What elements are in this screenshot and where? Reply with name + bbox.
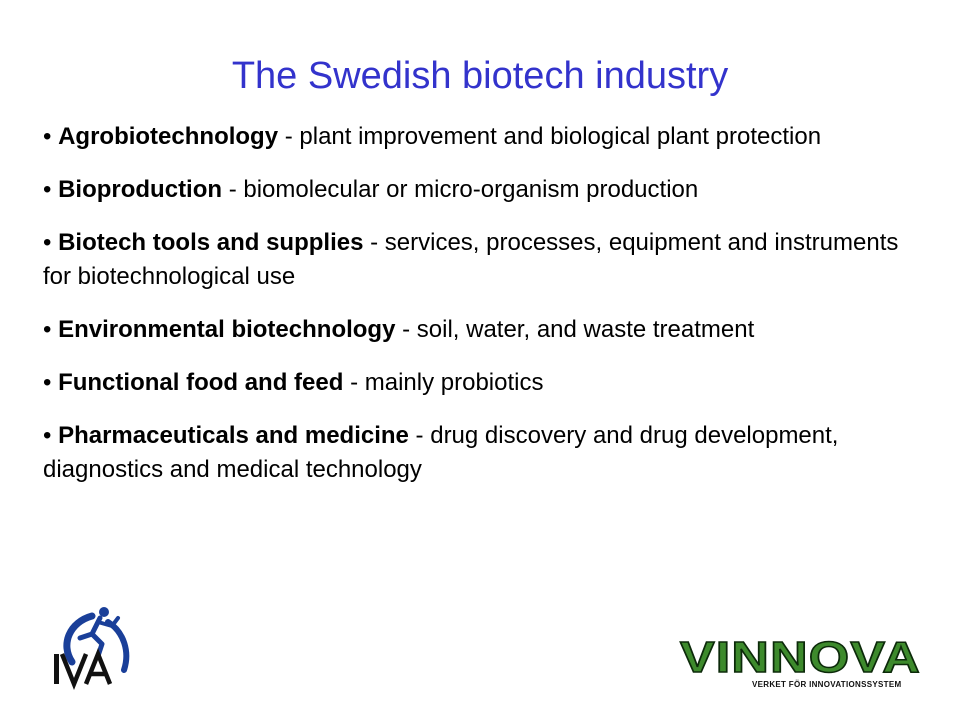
bullet-marker: • xyxy=(43,369,52,396)
bullet-marker: • xyxy=(43,316,52,343)
vinnova-logo xyxy=(680,633,942,692)
bullet-list xyxy=(43,120,923,506)
bullet-item xyxy=(43,173,923,207)
bullet-description: - soil, water, and waste treatment xyxy=(395,316,755,343)
bullet-term: Agrobiotechnology xyxy=(58,123,279,150)
bullet-description: - services, processes, equipment and instruments for biotechnological use xyxy=(43,229,899,290)
bullet-term: Environmental biotechnology xyxy=(58,316,396,343)
bullet-marker: • xyxy=(43,123,52,150)
bullet-term: Biotech tools and supplies xyxy=(58,229,364,256)
bullet-term: Pharmaceuticals and medicine xyxy=(58,422,409,449)
iva-logo-icon xyxy=(50,604,140,692)
bullet-item xyxy=(43,419,923,487)
bullet-marker: • xyxy=(43,176,52,203)
bullet-description: - biomolecular or micro-organism production xyxy=(222,176,699,203)
bullet-item xyxy=(43,313,923,347)
bullet-description: - mainly probiotics xyxy=(343,369,544,396)
bullet-description: - drug discovery and drug development, diagnostics and medical technology xyxy=(43,422,839,483)
bullet-item xyxy=(43,366,923,400)
bullet-marker: • xyxy=(43,422,52,449)
bullet-term: Functional food and feed xyxy=(58,369,344,396)
vinnova-wordmark: VINNOVA xyxy=(680,633,921,682)
iva-logo xyxy=(50,604,140,692)
bullet-term: Bioproduction xyxy=(58,176,223,203)
bullet-marker: • xyxy=(43,229,52,256)
bullet-description: - plant improvement and biological plant protection xyxy=(278,123,822,150)
slide-title: The Swedish biotech industry xyxy=(231,55,729,97)
vinnova-tagline: VERKET FÖR INNOVATIONSSYSTEM xyxy=(752,680,902,689)
bullet-item xyxy=(43,226,923,294)
bullet-item xyxy=(43,120,923,154)
